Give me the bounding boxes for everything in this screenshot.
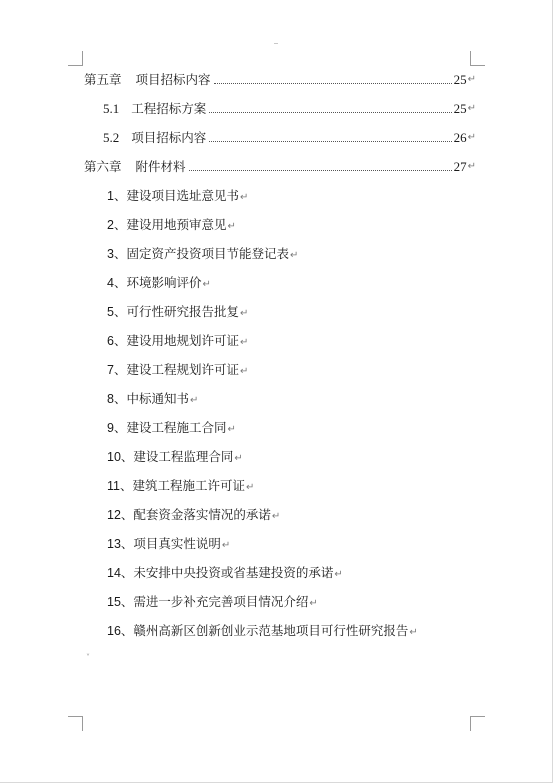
attachment-number: 12、	[107, 508, 134, 522]
end-paragraph-mark-icon: ˅	[86, 653, 90, 662]
attachment-item	[107, 623, 418, 639]
paragraph-mark-icon: ↵	[409, 627, 418, 638]
attachment-text: 建设用地预审意见	[126, 217, 227, 232]
crop-mark-top-left	[68, 51, 83, 66]
attachment-number: 15、	[107, 595, 134, 609]
toc-chapter-number: 第六章	[84, 159, 122, 174]
paragraph-mark-icon: ↵	[467, 161, 476, 172]
toc-entry[interactable]	[84, 72, 476, 88]
attachment-item	[107, 275, 211, 291]
toc-page-number: 27	[453, 159, 467, 174]
attachment-number: 16、	[107, 624, 134, 638]
attachment-item	[107, 536, 230, 552]
attachment-text: 建设工程规划许可证	[126, 362, 239, 377]
attachment-number: 13、	[107, 537, 134, 551]
attachment-item	[107, 449, 243, 465]
attachment-number: 9、	[107, 421, 127, 435]
paragraph-mark-icon: ↵	[246, 482, 255, 493]
paragraph-mark-icon: ↵	[309, 598, 318, 609]
attachment-text: 建设项目选址意见书	[126, 188, 239, 203]
paragraph-mark-icon: ↵	[334, 569, 343, 580]
attachment-number: 1、	[107, 189, 127, 203]
crop-mark-top-right	[470, 51, 485, 66]
paragraph-mark-icon: ↵	[271, 511, 281, 522]
attachment-item	[107, 565, 343, 581]
toc-chapter-number: 第五章	[84, 72, 122, 87]
toc-leader-dots	[209, 111, 451, 113]
attachment-number: 10、	[107, 450, 134, 464]
toc-entry[interactable]	[103, 101, 476, 117]
attachment-item	[107, 362, 248, 378]
header-marker	[274, 40, 278, 44]
attachment-number: 3、	[107, 247, 127, 261]
paragraph-mark-icon: ↵	[239, 192, 249, 203]
attachment-text: 建筑工程施工许可证	[132, 478, 245, 493]
attachment-text: 配套资金落实情况的承诺	[133, 507, 271, 522]
attachment-item	[107, 188, 248, 204]
toc-section-number: 5.2	[103, 130, 120, 145]
paragraph-mark-icon: ↵	[202, 279, 211, 290]
crop-mark-bottom-right	[470, 716, 485, 731]
attachment-text: 建设工程监理合同	[133, 449, 234, 464]
attachment-number: 2、	[107, 218, 127, 232]
toc-page-number: 25	[453, 72, 467, 87]
attachment-item	[107, 507, 280, 523]
toc-entry-title: 工程招标方案	[131, 101, 207, 116]
attachment-number: 7、	[107, 363, 127, 377]
attachment-number: 4、	[107, 276, 127, 290]
attachment-item	[107, 478, 254, 494]
attachment-item	[107, 420, 236, 436]
attachment-item	[107, 217, 236, 233]
attachment-item	[107, 594, 318, 610]
toc-entry-title: 项目招标内容	[131, 130, 207, 145]
paragraph-mark-icon: ↵	[467, 103, 476, 114]
paragraph-mark-icon: ↵	[221, 540, 231, 551]
paragraph-mark-icon: ↵	[467, 74, 476, 85]
paragraph-mark-icon: ↵	[227, 221, 236, 232]
attachment-number: 11、	[107, 479, 133, 493]
attachment-text: 中标通知书	[126, 391, 189, 406]
attachment-text: 项目真实性说明	[133, 536, 221, 551]
attachment-text: 未安排中央投资或省基建投资的承诺	[133, 565, 334, 580]
attachment-text: 环境影响评价	[126, 275, 202, 290]
paragraph-mark-icon: ↵	[234, 453, 243, 464]
toc-section-number: 5.1	[103, 101, 120, 116]
attachment-text: 建设用地规划许可证	[126, 333, 239, 348]
toc-entry[interactable]	[103, 130, 476, 146]
toc-entry[interactable]	[84, 159, 476, 175]
crop-mark-bottom-left	[68, 716, 83, 731]
attachment-item	[107, 246, 298, 262]
paragraph-mark-icon: ↵	[189, 395, 199, 406]
toc-page-number: 25	[453, 101, 467, 116]
paragraph-mark-icon: ↵	[239, 308, 249, 319]
attachment-item	[107, 304, 248, 320]
toc-leader-dots	[214, 82, 452, 84]
attachment-item	[107, 391, 198, 407]
attachment-text: 固定资产投资项目节能登记表	[126, 246, 289, 261]
attachment-text: 建设工程施工合同	[126, 420, 227, 435]
paragraph-mark-icon: ↵	[239, 366, 249, 377]
attachment-item	[107, 333, 248, 349]
paragraph-mark-icon: ↵	[227, 424, 236, 435]
attachment-text: 可行性研究报告批复	[126, 304, 239, 319]
attachment-number: 6、	[107, 334, 127, 348]
paragraph-mark-icon: ↵	[467, 132, 476, 143]
toc-leader-dots	[209, 140, 451, 142]
attachment-number: 14、	[107, 566, 134, 580]
toc-entry-title: 项目招标内容	[135, 72, 211, 87]
attachment-text: 赣州高新区创新创业示范基地项目可行性研究报告	[133, 623, 409, 638]
paragraph-mark-icon: ↵	[239, 337, 249, 348]
attachment-number: 8、	[107, 392, 127, 406]
attachment-number: 5、	[107, 305, 127, 319]
toc-page-number: 26	[453, 130, 467, 145]
paragraph-mark-icon: ↵	[289, 250, 299, 261]
toc-leader-dots	[189, 169, 452, 171]
toc-entry-title: 附件材料	[135, 159, 186, 174]
attachment-text: 需进一步补充完善项目情况介绍	[133, 594, 309, 609]
